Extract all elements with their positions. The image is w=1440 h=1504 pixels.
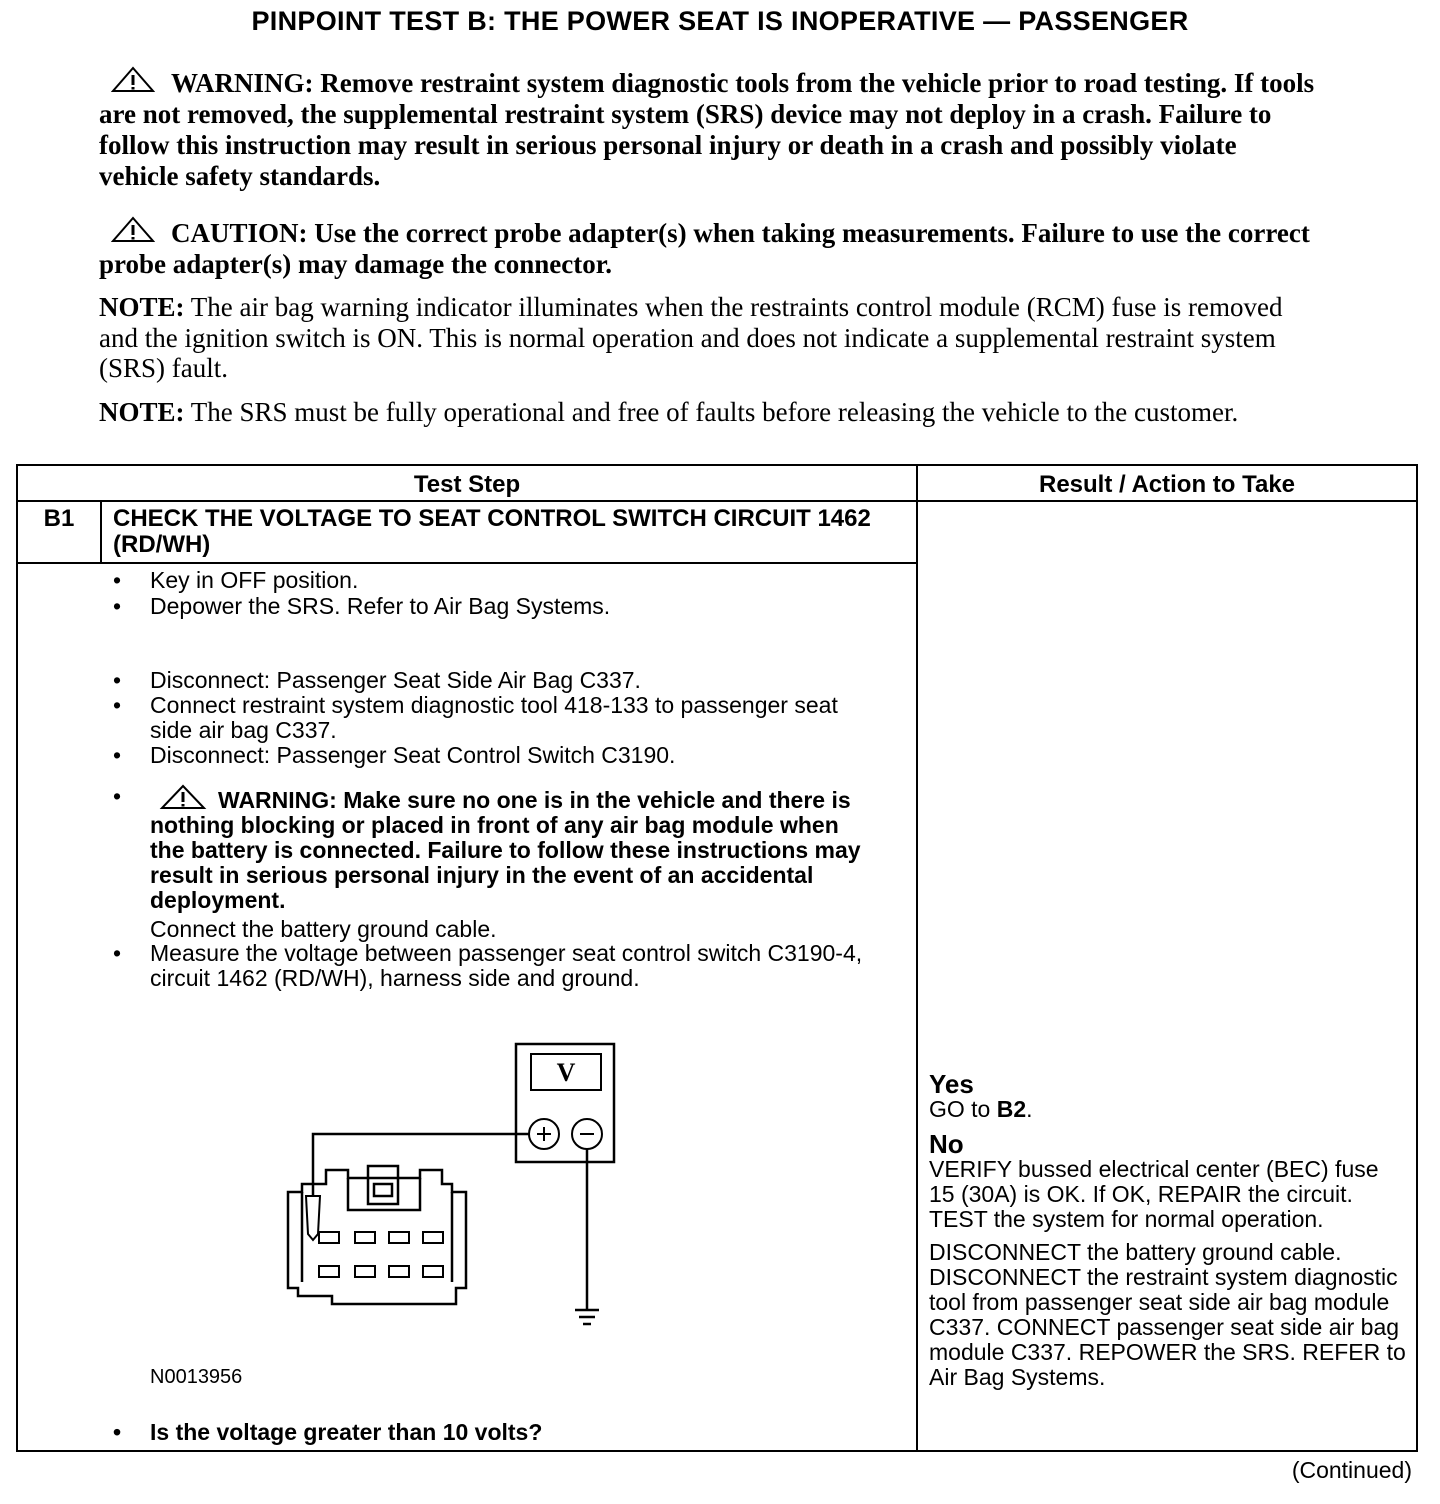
- result-no: [929, 1129, 1409, 1390]
- step-id: B1: [43, 505, 75, 532]
- connector-pins: [319, 1232, 443, 1277]
- caution-text: Use the correct probe adapter(s) when taking measurements. Failure to use the correct probe adapter(s) may damage the connector.: [99, 218, 1310, 279]
- caution-triangle-icon: [111, 216, 155, 244]
- header-result: Result / Action to Take: [1038, 471, 1296, 498]
- caution-block: [99, 216, 1319, 280]
- figure-id: N0013956: [150, 1366, 243, 1388]
- step-item: • Disconnect: Passenger Seat Control Switch C3190.: [113, 742, 676, 768]
- bullet: •: [113, 1419, 122, 1445]
- warning-text: Remove restraint system diagnostic tools from the vehicle prior to road testing. If tools are not removed, the supplemental restraint system (SRS) device may not deploy in a crash. Failure to follow this instruction may result in serious personal injury or death in a crash and possibly violate vehicle safety standards.: [99, 68, 1315, 191]
- header-test-step: Test Step: [413, 471, 521, 498]
- pinpoint-test-table: [16, 464, 1418, 1452]
- voltmeter-label: V: [556, 1058, 576, 1087]
- result-yes-label: Yes: [929, 1069, 974, 1099]
- warning-block: [99, 66, 1319, 192]
- result-yes: [929, 1069, 1409, 1122]
- note-1-text: The air bag warning indicator illuminates when the restraints control module (RCM) fuse is removed and the ignition switch is ON. This is normal operation and does not indicate a supplemental restraint system (SRS) fault.: [99, 292, 1283, 383]
- note-2-label: NOTE:: [99, 397, 185, 427]
- warning-label: WARNING:: [171, 68, 314, 98]
- result-yes-action: GO to B2.: [929, 1096, 1033, 1122]
- result-no-action-1: VERIFY bussed electrical center (BEC) fuse 15 (30A) is OK. If OK, REPAIR the circuit. TEST the system for normal operation.: [929, 1156, 1379, 1232]
- step-warning-followup: Connect the battery ground cable.: [150, 916, 497, 942]
- step-title: CHECK THE VOLTAGE TO SEAT CONTROL SWITCH CIRCUIT 1462 (RD/WH): [113, 505, 871, 558]
- column-divider: [916, 466, 918, 1450]
- step-item: • Disconnect: Passenger Seat Side Air Bag C337.: [113, 667, 641, 693]
- note-1-label: NOTE:: [99, 292, 185, 322]
- step-item: • Measure the voltage between passenger seat control switch C3190-4, circuit 1462 (RD/WH), harness side and ground.: [113, 940, 863, 991]
- result-no-action-2: DISCONNECT the battery ground cable. DISCONNECT the restraint system diagnostic tool from passenger seat side air bag module C337. CONNECT passenger seat side air bag module C337. REPOWER the SRS. REFER to Air Bag Systems.: [929, 1239, 1406, 1390]
- step-item: • Depower the SRS. Refer to Air Bag Systems.: [113, 593, 611, 619]
- bullet: •: [113, 667, 122, 693]
- caution-label: CAUTION:: [171, 218, 308, 248]
- probe-icon: [306, 1196, 320, 1240]
- bullet: •: [113, 940, 122, 966]
- warning-triangle-icon: [158, 784, 208, 810]
- step-warning-text: WARNING: Make sure no one is in the vehicle and there is nothing blocking or placed in front of any air bag module when the battery is connected. Failure to follow these instructions may result in serious personal injury in the event of an accidental deployment.: [150, 787, 861, 913]
- bullet: •: [113, 593, 122, 619]
- bullet: •: [113, 692, 122, 718]
- warning-triangle-icon: [111, 66, 155, 94]
- step-warning-item: [113, 784, 873, 942]
- note-1: [99, 292, 1319, 384]
- voltmeter-diagram: [258, 1042, 658, 1352]
- bullet: •: [113, 783, 122, 809]
- bullet: •: [113, 742, 122, 768]
- page-title: PINPOINT TEST B: THE POWER SEAT IS INOPERATIVE — PASSENGER: [251, 6, 1189, 36]
- note-2-text: The SRS must be fully operational and free of faults before releasing the vehicle to the customer.: [190, 397, 1239, 427]
- result-no-label: No: [929, 1129, 964, 1159]
- step-item: • Key in OFF position.: [113, 567, 359, 593]
- step-title-divider: [18, 562, 916, 564]
- step-question: • Is the voltage greater than 10 volts?: [113, 1419, 543, 1445]
- note-2: [99, 397, 1319, 428]
- step-item: • Connect restraint system diagnostic tool 418-133 to passenger seat side air bag C337.: [113, 692, 838, 743]
- continued-label: (Continued): [1291, 1457, 1412, 1483]
- bullet: •: [113, 567, 122, 593]
- step-id-divider: [100, 502, 102, 562]
